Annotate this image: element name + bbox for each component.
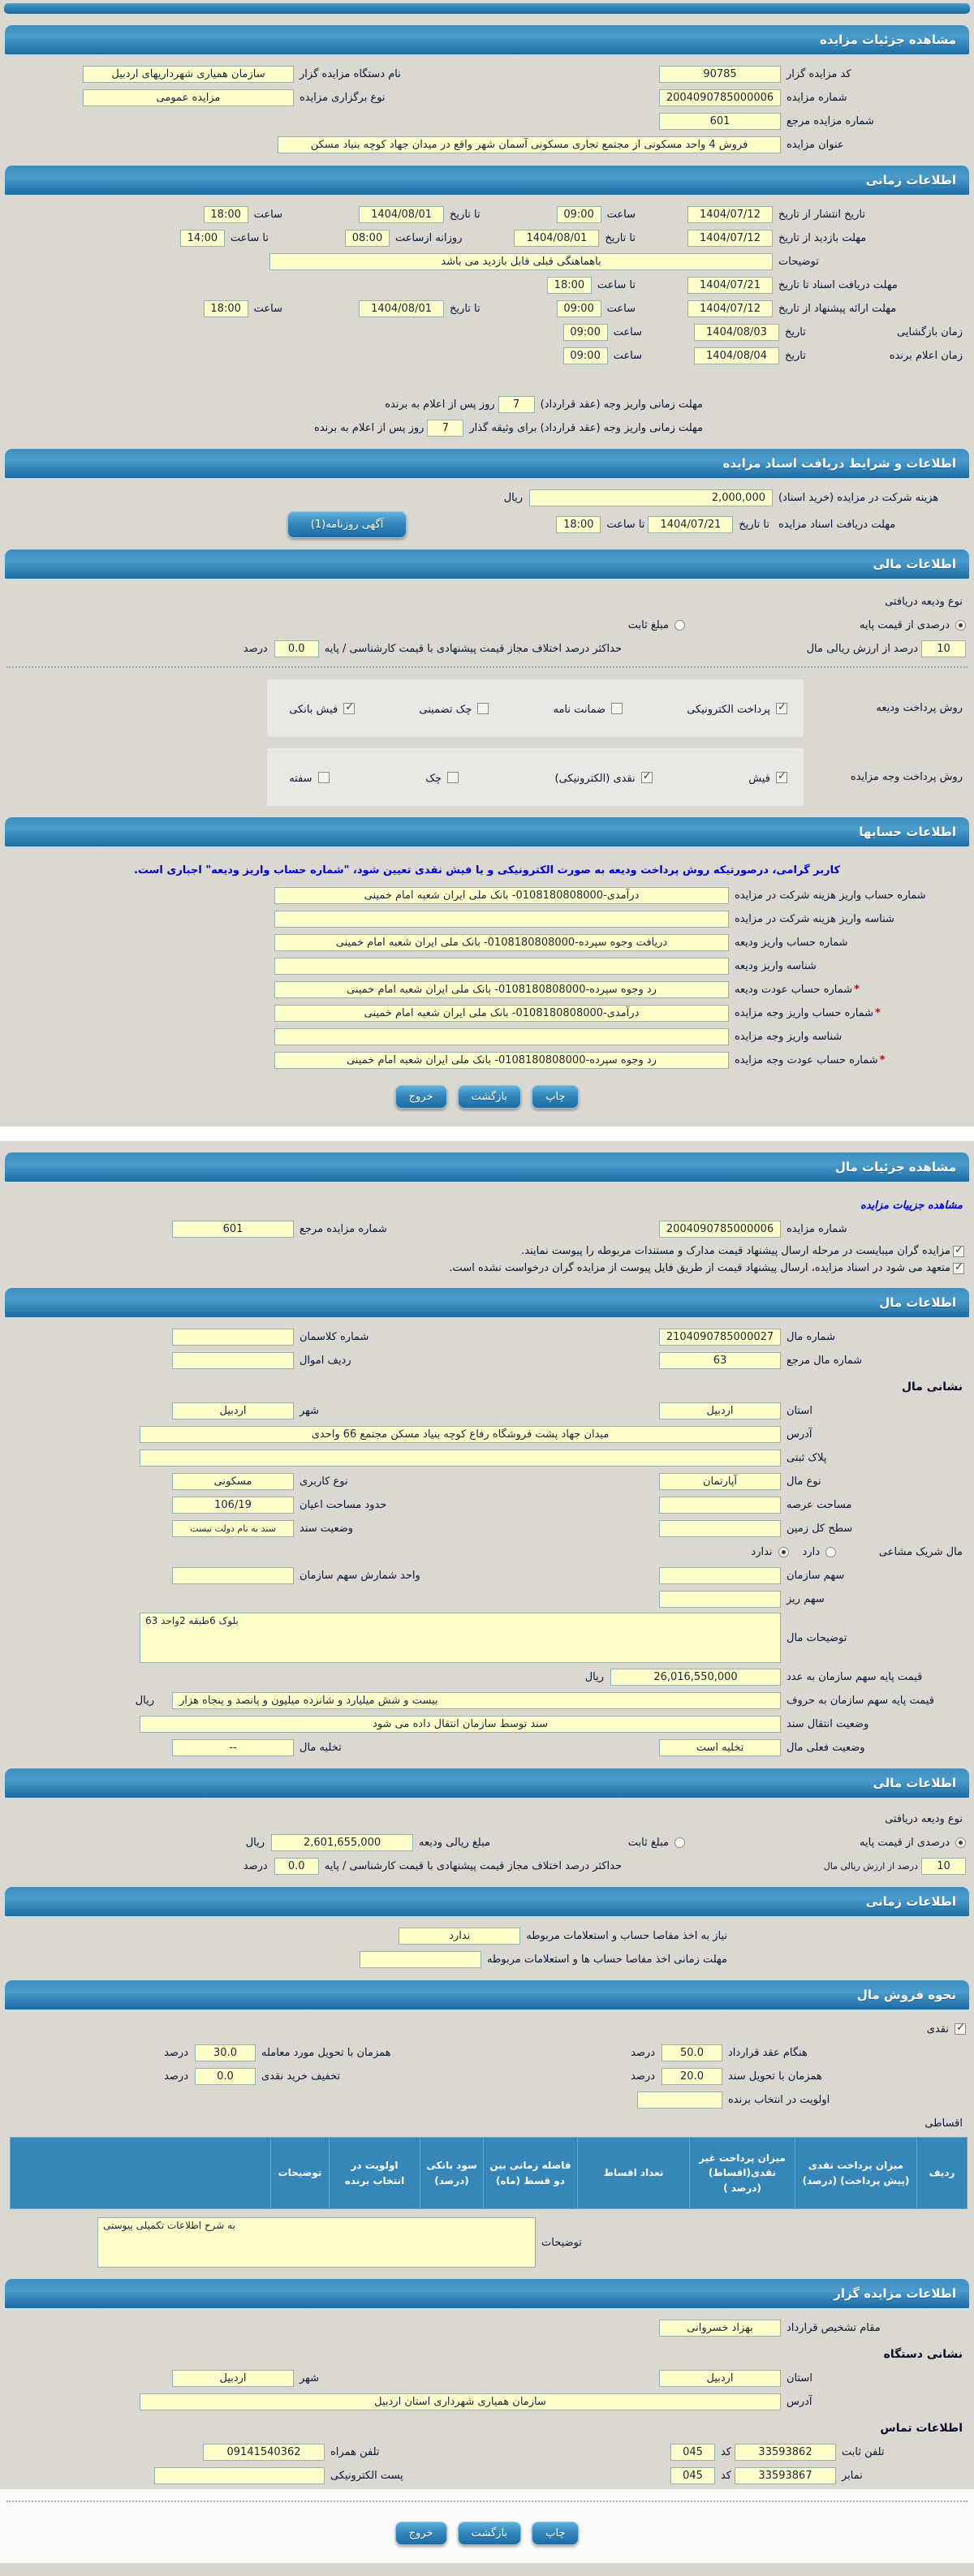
print-button[interactable]: چاپ: [532, 2522, 579, 2545]
max-diff-label-2: حداکثر درصد اختلاف مجاز قیمت پیشنهادی با قیمت کارشناسی / پایه: [324, 1859, 622, 1872]
contract-percent-label: هنگام عقد قرارداد: [728, 2046, 808, 2059]
docs-deadline-hour-field[interactable]: 18:00: [547, 277, 592, 294]
payment-method-group: [267, 748, 804, 806]
winner-priority-field[interactable]: [637, 2091, 722, 2109]
max-diff-label: حداکثر درصد اختلاف مجاز قیمت پیشنهادی با قیمت کارشناسی / پایه: [324, 642, 622, 655]
evacuation-field[interactable]: --: [172, 1739, 294, 1756]
total-land-label: سطح کل زمین: [787, 1522, 853, 1535]
land-area-field[interactable]: [659, 1497, 781, 1514]
accounts-notice: کاربر گرامی، درصورتیکه روش پرداخت ودیعه به صورت الکترونیکی و یا فیش نقدی تعیین شود، "شماره حساب واریز ودیعه" اجباری است.: [133, 864, 841, 877]
sale-desc-label: توضیحات: [541, 2236, 582, 2249]
deposit-account-label: شماره حساب واریز ودیعه: [735, 936, 848, 949]
auction-type-label: نوع برگزاری مزایده: [300, 91, 386, 104]
asset-type-label: نوع مال: [787, 1475, 821, 1488]
email-label: پست الکترونیکی: [330, 2469, 403, 2482]
visit-to-date-field[interactable]: 1404/08/01: [514, 230, 599, 247]
asset-city-label: شهر: [300, 1404, 320, 1417]
deed-percent-unit: درصد: [631, 2070, 655, 2083]
opening-time-label: زمان بازگشایی: [897, 325, 963, 338]
advertiser-province-label: استان: [787, 2371, 812, 2384]
deposit-method-cheque-checkbox[interactable]: [477, 703, 489, 714]
section-header-time-info: [5, 166, 969, 196]
section-title: اطلاعات و شرایط دریافت اسناد مزایده: [722, 456, 956, 471]
visit-from-label: مهلت بازدید از تاریخ: [778, 231, 867, 244]
offer-to-hour-field[interactable]: 18:00: [204, 300, 248, 317]
asset-address-subheader: نشانی مال: [901, 1381, 963, 1394]
deposit-percent-suffix: درصد از ارزش ریالی مال: [806, 642, 918, 655]
deposit-percent-option-label: درصدی از قیمت پایه: [860, 618, 950, 631]
asset-auction-no-field[interactable]: 2004090785000006: [659, 1221, 781, 1238]
base-price-field[interactable]: 26,016,550,000: [610, 1669, 781, 1686]
visit-daily-hour-field[interactable]: 08:00: [345, 230, 390, 247]
phone-field[interactable]: 33593862: [735, 2444, 836, 2461]
installment-col-count: تعداد اقساط: [578, 2138, 690, 2209]
dotted-divider: [6, 666, 968, 668]
delivery-percent-unit: درصد: [164, 2046, 188, 2059]
winner-date-field[interactable]: 1404/08/04: [694, 347, 779, 364]
opening-hour-label: ساعت: [613, 325, 642, 338]
share-unit-field[interactable]: [172, 1567, 294, 1584]
section-header-advertiser: [5, 2279, 969, 2310]
cash-sale-checkbox[interactable]: [955, 2023, 966, 2035]
newspaper-ad-button[interactable]: آگهی روزنامه(1): [287, 511, 407, 538]
top-blue-strip: [4, 3, 970, 14]
publish-from-date-field[interactable]: 1404/07/12: [687, 206, 773, 223]
section-title: اطلاعات مالی: [873, 557, 956, 571]
deposit-fixed-option-label: مبلغ ثابت: [627, 618, 669, 631]
exit-button[interactable]: خروج: [395, 1085, 447, 1109]
deposit-method-epay-checkbox[interactable]: [776, 703, 787, 714]
winner-hour-field[interactable]: 09:00: [563, 347, 608, 364]
docs-receive-date-field[interactable]: 1404/07/21: [648, 516, 733, 533]
winner-date-label: تاریخ: [785, 349, 806, 362]
payment-method-cash-label: نقدی (الکترونیکی): [554, 773, 636, 785]
section-title: مشاهده جزئیات مال: [834, 1160, 956, 1174]
deposit-amount-unit: ریال: [245, 1836, 265, 1849]
org-name-field[interactable]: سازمان همیاری شهرداریهای اردبیل: [83, 66, 294, 83]
guarantor-pay-deadline-suffix: روز پس از اعلام به برنده: [314, 421, 425, 434]
docs-receive-to-hour-label: تا ساعت: [606, 519, 645, 531]
deposit-amount-field[interactable]: 2,601,655,000: [271, 1834, 413, 1851]
no-file-offer-note: متعهد می شود در اسناد مزایده، ارسال پیشنهاد قیمت از طریق فایل پیوست از مزایده گران درخواست نشده است.: [449, 1262, 950, 1274]
section-header-docs-terms: [5, 449, 969, 480]
section-title: اطلاعات مالی: [873, 1776, 956, 1790]
section-title: اطلاعات مزایده گزار: [834, 2286, 956, 2301]
advertiser-address-subheader: نشانی دستگاه: [883, 2348, 963, 2361]
dotted-divider: [6, 2501, 968, 2502]
evacuation-label: تخلیه مال: [300, 1741, 342, 1754]
fax-field[interactable]: 33593867: [735, 2467, 836, 2484]
publish-to-date-label: تا تاریخ: [450, 208, 481, 221]
base-price-words-label: قیمت پایه سهم سازمان به حروف: [787, 1694, 934, 1707]
print-button[interactable]: چاپ: [532, 1085, 579, 1109]
base-price-words-unit: ریال: [135, 1694, 154, 1707]
footer: [0, 2489, 974, 2563]
publish-to-date-field[interactable]: 1404/08/01: [359, 206, 444, 223]
guarantor-pay-deadline-field[interactable]: 7: [427, 420, 463, 437]
deposit-amount-label: مبلغ ریالی ودیعه: [419, 1836, 490, 1849]
fax-code-label: کد: [720, 2469, 731, 2482]
email-field[interactable]: [154, 2467, 325, 2484]
shared-owner-hasnot-radio[interactable]: [778, 1547, 789, 1557]
deposit-percent-field-2[interactable]: 10: [921, 1858, 966, 1875]
payment-method-note-label: سفته: [289, 773, 312, 785]
deposit-type-label-2: نوع ودیعه دریافتی: [885, 1812, 963, 1825]
payment-method-cheque-checkbox[interactable]: [447, 772, 459, 783]
installment-col-row: ردیف: [917, 2138, 968, 2209]
contract-authority-field[interactable]: بهزاد خسروانی: [659, 2320, 781, 2337]
total-land-field[interactable]: [659, 1520, 781, 1537]
shared-owner-has-label: دارد: [802, 1545, 820, 1558]
asset-province-label: استان: [787, 1404, 812, 1417]
auction-type-field[interactable]: مزایده عمومی: [83, 89, 294, 106]
no-file-offer-checkbox[interactable]: [953, 1263, 964, 1274]
fax-label: نمابر: [842, 2469, 863, 2482]
delivery-percent-label: همزمان با تحویل مورد معامله: [261, 2046, 391, 2059]
section-header-sale-method: [5, 1980, 969, 2011]
payment-method-slip-label: فیش: [748, 773, 770, 785]
asset-address-field[interactable]: میدان جهاد پشت فروشگاه رفاع کوچه بنیاد مسکن مجتمع 66 واحدی: [140, 1426, 781, 1443]
class-no-label: شماره کلاسمان: [300, 1330, 369, 1343]
offer-to-date-label: تا تاریخ: [450, 302, 481, 315]
section-header-financial-1: [5, 549, 969, 580]
offer-from-label: مهلت ارائه پیشنهاد از تاریخ: [778, 302, 897, 315]
contract-percent-field[interactable]: 50.0: [662, 2044, 722, 2061]
shared-owner-has-radio[interactable]: [825, 1547, 836, 1557]
opening-hour-field[interactable]: 09:00: [563, 324, 608, 341]
delivery-percent-field[interactable]: 30.0: [195, 2044, 256, 2061]
participation-fee-label: هزینه شرکت در مزایده (خرید اسناد): [778, 491, 939, 504]
max-diff-unit-2: درصد: [243, 1859, 268, 1872]
deposit-return-account-field[interactable]: رد وجوه سپرده-0108180808000- بانک ملی ایران شعبه امام خمینی: [274, 981, 729, 998]
mobile-field[interactable]: 09141540362: [203, 2444, 325, 2461]
exit-button[interactable]: خروج: [395, 2522, 447, 2545]
installment-label: اقساطی: [924, 2117, 963, 2130]
visit-to-hour-label: تا ساعت: [230, 231, 269, 244]
asset-ref-no-field[interactable]: 63: [659, 1352, 781, 1369]
contract-pay-deadline-suffix: روز پس از اعلام به برنده: [385, 398, 495, 411]
participation-fee-field[interactable]: 2,000,000: [529, 489, 773, 506]
fee-account-field[interactable]: درآمدی-0108180808000- بانک ملی ایران شعبه امام خمینی: [274, 887, 729, 904]
bidder-code-field[interactable]: 90785: [659, 66, 781, 83]
deposit-method-epay-label: پرداخت الکترونیکی: [687, 704, 770, 716]
payment-account-field[interactable]: درآمدی-0108180808000- بانک ملی ایران شعبه امام خمینی: [274, 1005, 729, 1022]
deposit-method-bankslip-label: فیش بانکی: [289, 704, 338, 716]
deposit-return-account-label: *شماره حساب عودت ودیعه: [735, 983, 860, 996]
visit-daily-hour-label: روزانه ازساعت: [394, 231, 463, 244]
installment-col-cash-percent: میزان پرداخت نقدی (پیش پرداخت) (درصد): [795, 2138, 917, 2209]
fee-payment-id-label: شناسه واریز هزینه شرکت در مزایده: [735, 912, 894, 925]
docs-deadline-date-field[interactable]: 1404/07/21: [687, 277, 773, 294]
installment-table: [10, 2137, 968, 2209]
fee-payment-id-field[interactable]: [274, 911, 729, 928]
view-auction-details-link[interactable]: مشاهده جزییات مزایده: [860, 1200, 963, 1212]
fee-account-label: شماره حساب واریز هزینه شرکت در مزایده: [735, 889, 926, 902]
asset-ref-no-label: شماره مال مرجع: [787, 1354, 863, 1367]
auction-no-label: شماره مزایده: [787, 91, 847, 104]
section-header-accounts: [5, 817, 969, 848]
cash-discount-unit: درصد: [164, 2070, 188, 2083]
visit-note-label: توضیحات: [778, 255, 819, 268]
usage-type-field[interactable]: مسکونی: [172, 1473, 294, 1490]
installment-col-interval: فاصله زمانی بین دو قسط (ماه): [484, 2138, 578, 2209]
deposit-type-label: نوع ودیعه دریافتی: [885, 595, 963, 608]
offer-from-date-field[interactable]: 1404/07/12: [687, 300, 773, 317]
auction-no-field[interactable]: 2004090785000006: [659, 89, 781, 106]
offer-to-date-field[interactable]: 1404/08/01: [359, 300, 444, 317]
payment-method-note-checkbox[interactable]: [318, 772, 330, 783]
asset-city-field[interactable]: اردبیل: [172, 1402, 294, 1419]
section-title: اطلاعات زمانی: [865, 1894, 956, 1909]
sub-share-field[interactable]: [659, 1591, 781, 1608]
deed-transfer-label: وضعیت انتقال سند: [787, 1717, 869, 1730]
asset-desc-label: توضیحات مال: [787, 1631, 847, 1644]
contract-authority-label: مقام تشخیص قرارداد: [787, 2321, 881, 2334]
payment-method-cash-checkbox[interactable]: [641, 772, 653, 783]
installment-col-notes: توضیحات: [271, 2138, 330, 2209]
contract-percent-unit: درصد: [631, 2046, 655, 2059]
asset-no-field[interactable]: 2104090785000027: [659, 1329, 781, 1346]
payment-return-account-label: *شماره حساب عودت وجه مزایده: [735, 1053, 886, 1066]
installment-col-bank-interest: سود بانکی (درصد): [420, 2138, 484, 2209]
sub-share-label: سهم ریز: [787, 1592, 825, 1605]
docs-receive-hour-field[interactable]: 18:00: [556, 516, 601, 533]
clearance-needed-label: نیاز به اخذ مفاصا حساب و استعلامات مربوطه: [526, 1929, 727, 1942]
footer-buttons: [0, 2510, 974, 2553]
asset-province-field[interactable]: اردبیل: [659, 1402, 781, 1419]
visit-from-date-field[interactable]: 1404/07/12: [687, 230, 773, 247]
installment-col-filler: [11, 2138, 271, 2209]
bottom-strip: [0, 2563, 974, 2576]
publish-hour-label: ساعت: [606, 208, 636, 221]
land-area-label: مساحت عرصه: [787, 1498, 852, 1511]
contract-pay-deadline-label: مهلت زمانی واریز وجه (عقد قرارداد): [540, 398, 703, 411]
deposit-percent-radio-2[interactable]: [955, 1837, 966, 1848]
org-share-field[interactable]: [659, 1567, 781, 1584]
advertiser-address-label: آدرس: [787, 2395, 812, 2408]
participation-fee-unit: ریال: [503, 491, 523, 504]
deed-transfer-field[interactable]: سند توسط سازمان انتقال داده می شود: [140, 1716, 781, 1733]
visit-to-date-label: تا تاریخ: [605, 231, 636, 244]
offer-to-hour-label: ساعت: [253, 302, 283, 315]
docs-deadline-hour-label: تا ساعت: [597, 278, 636, 291]
installment-col-noncash-percent: میزان پرداخت غیر نقدی(اقساط) (درصد ): [690, 2138, 795, 2209]
payment-id-field[interactable]: [274, 1028, 729, 1045]
opening-date-field[interactable]: 1404/08/03: [694, 324, 779, 341]
installment-col-priority: اولویت در انتخاب برنده: [330, 2138, 420, 2209]
required-asterisk: *: [875, 1006, 881, 1019]
asset-desc-field[interactable]: بلوک 6طبقه 2واحد 63: [140, 1613, 781, 1663]
offer-hour-label: ساعت: [606, 302, 636, 315]
publish-date-label: تاریخ انتشار از تاریخ: [778, 208, 866, 221]
opening-date-label: تاریخ: [785, 325, 806, 338]
section-header-financial-2: [5, 1768, 969, 1799]
advertiser-city-label: شهر: [300, 2371, 320, 2384]
clearance-deadline-field[interactable]: [360, 1951, 481, 1968]
section-header-asset-details: [5, 1152, 969, 1183]
max-diff-unit: درصد: [243, 642, 268, 655]
panel-separator: [0, 1126, 974, 1141]
deposit-fixed-radio-2[interactable]: [674, 1837, 685, 1848]
base-price-label: قیمت پایه سهم سازمان به عدد: [787, 1670, 923, 1683]
phone-label: تلفن ثابت: [842, 2445, 885, 2458]
auction-ref-field[interactable]: 601: [659, 113, 781, 130]
deposit-method-bankslip-checkbox[interactable]: [343, 703, 355, 714]
auction-ref-label: شماره مزایده مرجع: [787, 114, 874, 127]
section-header-asset-info: [5, 1288, 969, 1319]
cash-discount-field[interactable]: 0.0: [195, 2068, 256, 2085]
deposit-method-group: [267, 679, 804, 737]
base-price-words-field[interactable]: بیست و شش میلیارد و شانزده میلیون و پانصد و پنجاه هزار: [172, 1692, 781, 1709]
deed-status-field[interactable]: سند به نام دولت نیست: [172, 1520, 294, 1537]
section-title: اطلاعات مال: [879, 1295, 956, 1310]
building-area-label: حدود مساحت اعیان: [300, 1498, 387, 1511]
deposit-fixed-option-label-2: مبلغ ثابت: [627, 1836, 669, 1849]
publish-to-hour-label: ساعت: [253, 208, 283, 221]
usage-type-label: نوع کاربری: [300, 1475, 348, 1488]
deposit-percent-option-label-2: درصدی از قیمت پایه: [860, 1836, 950, 1849]
org-share-label: سهم سازمان: [787, 1569, 845, 1582]
winner-priority-label: اولویت در انتخاب برنده: [728, 2093, 830, 2106]
asset-auction-ref-field[interactable]: 601: [172, 1221, 294, 1238]
cash-discount-label: تخفیف خرید نقدی: [261, 2070, 341, 2083]
deposit-method-cheque-label: چک تضمینی: [419, 704, 472, 716]
deposit-payment-id-label: شناسه واریز ودیعه: [735, 959, 817, 972]
required-asterisk: *: [854, 983, 860, 996]
deposit-payment-id-field[interactable]: [274, 958, 729, 975]
attach-docs-checkbox[interactable]: [953, 1246, 964, 1257]
docs-receive-deadline-label: مهلت دریافت اسناد مزایده: [778, 519, 896, 531]
payment-method-label: روش پرداخت وجه مزایده: [850, 771, 963, 783]
deposit-method-guarantee-label: ضمانت نامه: [553, 704, 606, 716]
deed-status-label: وضعیت سند: [300, 1522, 354, 1535]
section-header-auction-details: [5, 25, 969, 56]
docs-receive-to-date-label: تا تاریخ: [739, 519, 769, 531]
back-button[interactable]: بازگشت: [458, 1085, 521, 1109]
deposit-method-label: روش پرداخت ودیعه: [876, 702, 963, 714]
payment-account-label: *شماره حساب واریز وجه مزایده: [735, 1006, 881, 1019]
fax-code-field[interactable]: 045: [670, 2467, 715, 2484]
deposit-account-field[interactable]: دریافت وجوه سپرده-0108180808000- بانک ملی ایران شعبه امام خمینی: [274, 934, 729, 951]
share-unit-label: واحد شمارش سهم سازمان: [300, 1569, 420, 1582]
building-area-field[interactable]: 106/19: [172, 1497, 294, 1514]
cash-sale-label: نقدی: [926, 2022, 949, 2035]
max-diff-field[interactable]: 0.0: [274, 640, 319, 657]
required-asterisk: *: [879, 1053, 886, 1066]
phone-code-field[interactable]: 045: [670, 2444, 715, 2461]
auction-subject-label: عنوان مزایده: [787, 138, 844, 151]
plate-no-label: پلاک ثبتی: [787, 1451, 827, 1464]
publish-to-hour-field[interactable]: 18:00: [204, 206, 248, 223]
plate-no-field[interactable]: [140, 1450, 781, 1467]
base-price-unit: ریال: [584, 1670, 604, 1683]
section-header-time-2: [5, 1887, 969, 1918]
deposit-percent-field[interactable]: 10: [921, 640, 966, 657]
advertiser-address-field[interactable]: سازمان همیاری شهرداری استان اردبیل: [140, 2393, 781, 2410]
advertiser-province-field[interactable]: اردبیل: [659, 2370, 781, 2387]
docs-deadline-label: مهلت دریافت اسناد تا تاریخ: [778, 278, 898, 291]
deposit-method-guarantee-checkbox[interactable]: [611, 703, 623, 714]
section-title: اطلاعات حسابها: [859, 825, 956, 839]
payment-method-cheque-label: چک: [425, 773, 442, 785]
deed-percent-field[interactable]: 20.0: [662, 2068, 722, 2085]
asset-no-label: شماره مال: [787, 1330, 835, 1343]
phone-code-label: کد: [720, 2445, 731, 2458]
asset-address-label: آدرس: [787, 1428, 812, 1441]
publish-from-hour-field[interactable]: 09:00: [557, 206, 601, 223]
current-status-label: وضعیت فعلی مال: [787, 1741, 865, 1754]
visit-note-field[interactable]: باهماهنگی قبلی قابل بازدید می باشد: [269, 253, 773, 270]
mobile-label: تلفن همراه: [330, 2445, 380, 2458]
shared-owner-hasnot-label: ندارد: [751, 1545, 773, 1558]
back-button[interactable]: بازگشت: [458, 2522, 521, 2545]
advertiser-city-field[interactable]: اردبیل: [172, 2370, 294, 2387]
clearance-deadline-label: مهلت زمانی اخذ مفاصا حساب ها و استعلامات مربوطه: [486, 1953, 727, 1966]
winner-hour-label: ساعت: [613, 349, 642, 362]
section-title: مشاهده جزئیات مزایده: [819, 32, 956, 47]
visit-to-hour-field[interactable]: 14:00: [180, 230, 225, 247]
clearance-needed-field[interactable]: ندارد: [399, 1928, 520, 1945]
deed-percent-label: همزمان با تحویل سند: [728, 2070, 822, 2083]
org-name-label: نام دستگاه مزایده گزار: [300, 67, 401, 80]
panel1-buttons: [0, 1074, 974, 1117]
payment-method-slip-checkbox[interactable]: [776, 772, 787, 783]
payment-return-account-field[interactable]: رد وجوه سپرده-0108180808000- بانک ملی ایران شعبه امام خمینی: [274, 1052, 729, 1069]
section-title: اطلاعات زمانی: [865, 173, 956, 187]
sale-desc-field[interactable]: به شرح اطلاعات تکمیلی پیوستی: [97, 2217, 536, 2268]
deposit-percent-radio[interactable]: [955, 620, 966, 631]
asset-type-field[interactable]: آپارتمان: [659, 1473, 781, 1490]
asset-auction-ref-label: شماره مزایده مرجع: [300, 1222, 387, 1235]
auction-subject-field[interactable]: فروش 4 واحد مسکونی از مجتمع تجاری مسکونی آسمان شهر واقع در میدان جهاد کوچه بنیاد مسکن: [278, 136, 781, 153]
max-diff-field-2[interactable]: 0.0: [274, 1858, 319, 1875]
asset-row-label: ردیف اموال: [300, 1354, 351, 1367]
shared-owner-label: مال شریک مشاعی: [878, 1545, 963, 1558]
class-no-field[interactable]: [172, 1329, 294, 1346]
current-status-field[interactable]: تخلیه است: [659, 1739, 781, 1756]
asset-row-field[interactable]: [172, 1352, 294, 1369]
contact-info-subheader: اطلاعات تماس: [880, 2422, 963, 2435]
winner-time-label: زمان اعلام برنده: [889, 349, 963, 362]
deposit-fixed-radio[interactable]: [674, 620, 685, 631]
guarantor-pay-deadline-label: مهلت زمانی واریز وجه (عقد قرارداد) برای وثیقه گذار: [469, 421, 703, 434]
contract-pay-deadline-field[interactable]: 7: [498, 396, 535, 413]
section-title: نحوه فروش مال: [856, 1988, 956, 2002]
asset-auction-no-label: شماره مزایده: [787, 1222, 847, 1235]
payment-id-label: شناسه واریز وجه مزایده: [735, 1030, 843, 1043]
bidder-code-label: کد مزایده گزار: [787, 67, 851, 80]
deposit-percent-suffix-2: درصد از ارزش ریالی مال: [823, 1860, 918, 1872]
offer-from-hour-field[interactable]: 09:00: [557, 300, 601, 317]
attach-docs-note: مزایده گران میبایست در مرحله ارسال پیشنهاد قیمت مدارک و مستندات مربوطه را پیوست نمایند.: [521, 1245, 950, 1257]
